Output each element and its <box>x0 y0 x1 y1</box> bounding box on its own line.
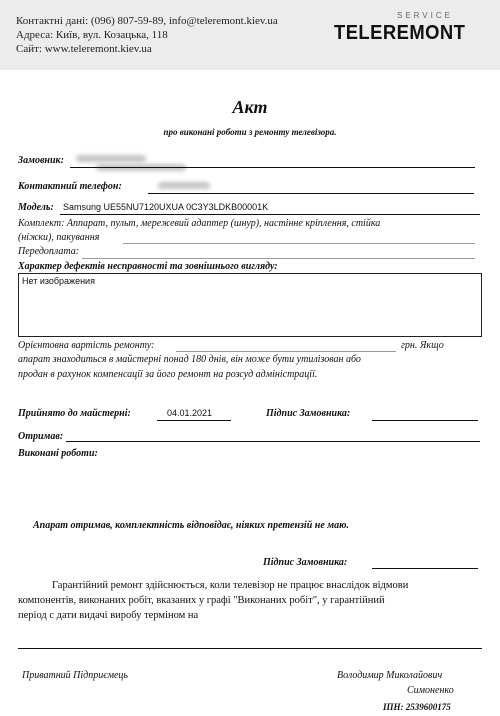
phone-label: Контактний телефон: <box>18 181 122 192</box>
owner-name-line1: Володимир Миколайович <box>337 670 443 681</box>
accepted-date-line <box>157 420 231 421</box>
cost-line <box>176 351 396 352</box>
received-line <box>66 441 480 442</box>
prepay-label: Передоплата: <box>18 246 80 257</box>
kit-text-line1: Комплект: Аппарат, пульт, мережевий адаптер (шнур), настінне кріплення, стійка <box>18 218 381 229</box>
warranty-text-line1: Гарантійний ремонт здійснюється, коли телевізор не працює внаслідок відмови <box>52 580 409 591</box>
customer-line <box>70 167 475 168</box>
warranty-text-line3: період с дати видачі виробу терміном на <box>18 610 199 621</box>
logo-wordmark: TELEREMONT <box>334 22 466 44</box>
model-label: Модель: <box>18 202 54 213</box>
header-contacts: Контактні дані: (096) 807-59-89, info@teleremont.kiev.ua <box>16 15 278 27</box>
owner-name-line2: Симоненко <box>407 685 454 696</box>
kit-text-line2: (ніжки), пакування <box>18 232 100 243</box>
received-label: Отримав: <box>18 431 64 442</box>
warranty-text-line2: компонентів, виконаних робіт, вказаних у графі "Виконаних робіт", у гарантійний <box>18 595 385 606</box>
tax-id: ІПН: 2539600175 <box>383 702 451 712</box>
document-title: Акт <box>232 97 268 117</box>
customer-signature-label: Підпис Замовника: <box>266 408 351 419</box>
logo-service-text: SERVICE <box>397 11 453 20</box>
footer-divider <box>18 648 482 649</box>
redacted-customer-name <box>76 155 146 162</box>
customer-signature-label-2: Підпис Замовника: <box>263 557 348 568</box>
model-line <box>60 214 480 215</box>
works-label: Виконані роботи: <box>18 448 98 459</box>
defects-label: Характер дефектів несправності та зовнішнього вигляду: <box>18 261 278 272</box>
model-value: Samsung UE55NU7120UXUA 0C3Y3LDKB00001K <box>63 202 269 212</box>
defects-value: Нет изображения <box>22 276 95 286</box>
header-site: Сайт: www.teleremont.kiev.ua <box>16 43 152 55</box>
redacted-phone <box>158 182 210 189</box>
kit-line <box>123 243 475 244</box>
accepted-date: 04.01.2021 <box>167 408 213 418</box>
customer-label: Замовник: <box>18 155 64 166</box>
header-address: Адреса: Київ, вул. Козацька, 118 <box>16 29 168 41</box>
confirmation-text: Апарат отримав, комплектність відповідає, ніяких претензій не маю. <box>33 520 349 531</box>
prepay-line <box>82 258 475 259</box>
accepted-label: Прийнято до майстерні: <box>18 408 131 419</box>
storage-text-line1: апарат знаходиться в майстерні понад 180 днів, він може бути утилізован або <box>18 354 361 365</box>
cost-tail: грн. Якщо <box>401 340 444 351</box>
customer-signature-line <box>372 420 478 421</box>
customer-signature-line-2 <box>372 568 478 569</box>
defects-box <box>18 273 482 337</box>
storage-text-line2: продан в рахунок компенсації за його ремонт на розсуд адміністрації. <box>18 369 318 380</box>
entrepreneur-label: Приватний Підприємець <box>22 670 128 681</box>
phone-line <box>148 193 474 194</box>
document-subtitle: про виконані роботи з ремонту телевізора. <box>163 127 337 137</box>
cost-label: Орієнтовна вартість ремонту: <box>18 340 155 351</box>
